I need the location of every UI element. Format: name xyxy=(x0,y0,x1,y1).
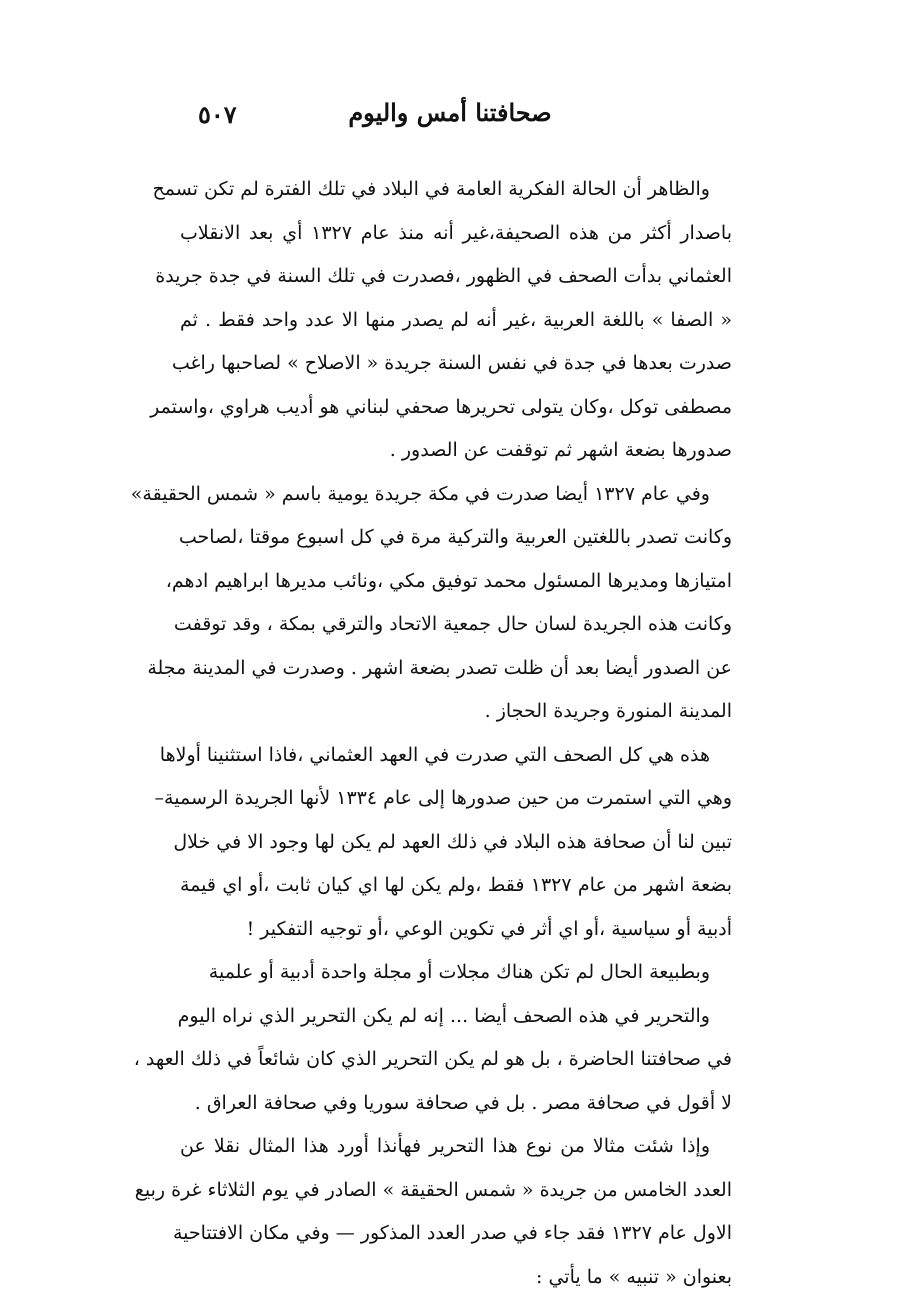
text-line: أدبية أو سياسية ،أو اي أثر في تكوين الوعي ،أو توجيه التفكير ! xyxy=(180,908,732,952)
text-line: تبين لنا أن صحافة هذه البلاد في ذلك العهد لم يكن لها وجود الا في خلال xyxy=(180,821,732,865)
paragraph-3 xyxy=(180,734,732,952)
text-line: باصدار أكثر من هذه الصحيفة،غير أنه منذ عام ١٣٢٧ أي بعد الانقلاب xyxy=(180,212,732,256)
paragraph-2 xyxy=(180,473,732,734)
text-line: وبطبيعة الحال لم تكن هناك مجلات أو مجلة واحدة أدبية أو علمية xyxy=(180,951,732,995)
text-line: « الصفا » باللغة العربية ،غير أنه لم يصدر منها الا عدد واحد فقط . ثم xyxy=(180,299,732,343)
text-line: وكانت هذه الجريدة لسان حال جمعية الاتحاد والترقي بمكة ، وقد توقفت xyxy=(180,603,732,647)
text-line: الاول عام ١٣٢٧ فقد جاء في صدر العدد المذكور — وفي مكان الافتتاحية xyxy=(180,1212,732,1256)
text-line: بضعة اشهر من عام ١٣٢٧ فقط ،ولم يكن لها اي كيان ثابت ،أو اي قيمة xyxy=(180,864,732,908)
running-title: صحافتنا أمس واليوم xyxy=(0,98,900,127)
text-line: وإذا شئت مثالا من نوع هذا التحرير فهأنذا أورد هذا المثال نقلا عن xyxy=(180,1125,732,1169)
text-line: صدرت بعدها في جدة في نفس السنة جريدة « الاصلاح » لصاحبها راغب xyxy=(180,342,732,386)
text-line: هذه هي كل الصحف التي صدرت في العهد العثماني ،فاذا استثنينا أولاها xyxy=(180,734,732,778)
paragraph-1 xyxy=(180,168,732,473)
text-line: لا أقول في صحافة مصر . بل في صحافة سوريا وفي صحافة العراق . xyxy=(180,1082,732,1126)
text-line: عن الصدور أيضا بعد أن ظلت تصدر بضعة اشهر . وصدرت في المدينة مجلة xyxy=(180,647,732,691)
text-line: والظاهر أن الحالة الفكرية العامة في البلاد في تلك الفترة لم تكن تسمح xyxy=(180,168,732,212)
text-line: المدينة المنورة وجريدة الحجاز . xyxy=(180,690,732,734)
text-line: والتحرير في هذه الصحف أيضا ... إنه لم يكن التحرير الذي نراه اليوم xyxy=(180,995,732,1039)
paragraph-5 xyxy=(180,995,732,1126)
text-line: مصطفى توكل ،وكان يتولى تحريرها صحفي لبناني هو أديب هراوي ،واستمر xyxy=(180,386,732,430)
page-number: ٥٠٧ xyxy=(198,100,237,129)
text-line: صدورها بضعة اشهر ثم توقفت عن الصدور . xyxy=(180,429,732,473)
paragraph-6 xyxy=(180,1125,732,1299)
text-line: وكانت تصدر باللغتين العربية والتركية مرة في كل اسبوع موقتا ،لصاحب xyxy=(180,516,732,560)
text-line: امتيازها ومديرها المسئول محمد توفيق مكي ،ونائب مديرها ابراهيم ادهم، xyxy=(180,560,732,604)
paragraph-4 xyxy=(180,951,732,995)
text-line: بعنوان « تنبيه » ما يأتي : xyxy=(180,1256,732,1299)
text-line: وفي عام ١٣٢٧ أيضا صدرت في مكة جريدة يومية باسم « شمس الحقيقة» xyxy=(180,473,732,517)
text-line: العثماني بدأت الصحف في الظهور ،فصدرت في تلك السنة في جدة جريدة xyxy=(180,255,732,299)
text-line: العدد الخامس من جريدة « شمس الحقيقة » الصادر في يوم الثلاثاء غرة ربيع xyxy=(180,1169,732,1213)
body-text xyxy=(180,168,732,1299)
text-line: في صحافتنا الحاضرة ، بل هو لم يكن التحرير الذي كان شائعاً في ذلك العهد ، xyxy=(180,1038,732,1082)
text-line: وهي التي استمرت من حين صدورها إلى عام ١٣٣٤ لأنها الجريدة الرسمية– xyxy=(180,777,732,821)
